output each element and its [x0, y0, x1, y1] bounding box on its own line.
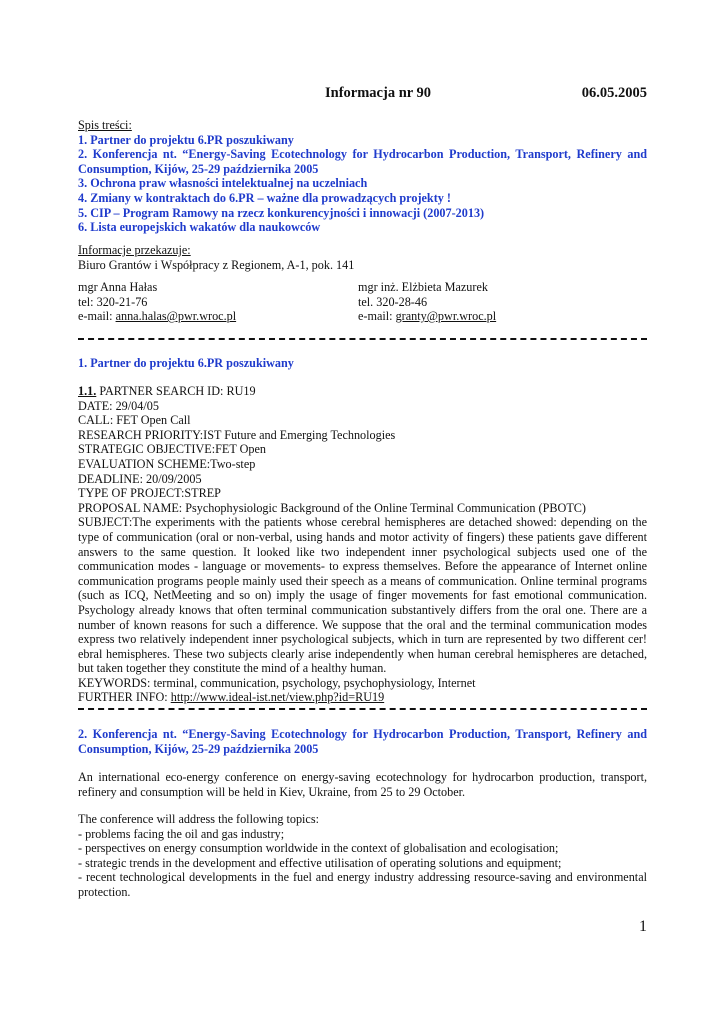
- toc-item-4[interactable]: 4. Zmiany w kontraktach do 6.PR – ważne dla prowadzących projekty !: [78, 190, 451, 205]
- topics-intro: The conference will address the following topics:: [78, 812, 319, 826]
- objective-line: STRATEGIC OBJECTIVE:FET Open: [78, 442, 267, 457]
- partner-search-line: 1.1. PARTNER SEARCH ID: RU19: [78, 384, 256, 398]
- toc-item-5[interactable]: 5. CIP – Program Ramowy na rzecz konkurencyjności i innowacji (2007-2013): [78, 205, 485, 220]
- info-heading: Informacje przekazuje:: [78, 243, 191, 257]
- contact-tel: tel: 320-21-76: [78, 294, 148, 309]
- page-number: 1: [639, 918, 647, 935]
- email-link[interactable]: granty@pwr.wroc.pl: [395, 309, 497, 324]
- call-line: CALL: FET Open Call: [78, 413, 191, 428]
- document-date: 06.05.2005: [581, 85, 647, 101]
- info-office: Biuro Grantów i Współpracy z Regionem, A-1, pok. 141: [78, 257, 355, 272]
- evaluation-line: EVALUATION SCHEME:Two-step: [78, 456, 256, 471]
- section2-intro: An international eco-energy conference on energy-saving ecotechnology for hydrocarbon production, transport, refinery and consumption will be held in Kiev, Ukraine, from 25 to 29 October.: [78, 770, 647, 799]
- deadline-line: DEADLINE: 20/09/2005: [78, 471, 202, 486]
- info-section: [78, 243, 647, 272]
- section-divider: [78, 708, 647, 710]
- priority-line: RESEARCH PRIORITY:IST Future and Emerging Technologies: [78, 427, 396, 442]
- section2-heading: 2. Konferencja nt. “Energy-Saving Ecotechnology for Hydrocarbon Production, Transport, Refinery and Consumption, Kijów, 25-29 października 2005: [78, 727, 647, 756]
- toc-item-3[interactable]: 3. Ochrona praw własności intelektualnej na uczelniach: [78, 176, 368, 191]
- toc-heading: Spis treści:: [78, 118, 132, 132]
- further-info-line: FURTHER INFO: http://www.ideal-ist.net/view.php?id=RU19: [78, 690, 385, 705]
- email-link[interactable]: anna.halas@pwr.wroc.pl: [115, 309, 237, 324]
- document-title: Informacja nr 90: [325, 85, 432, 101]
- project-type-line: TYPE OF PROJECT:STREP: [78, 486, 221, 501]
- subsection-number: 1.1.: [78, 384, 97, 398]
- section2-topics: [78, 812, 647, 900]
- contact-1: [78, 280, 236, 324]
- contact-name: mgr Anna Hałas: [78, 280, 158, 294]
- topic-item: - strategic trends in the development and effective utilisation of operating solutions and equipment;: [78, 855, 562, 870]
- toc-item-2[interactable]: 2. Konferencja nt. “Energy-Saving Ecotechnology for Hydrocarbon Production, Transport, Refinery and Consumption, Kijów, 25-29 października 2005: [78, 147, 647, 176]
- table-of-contents: [78, 118, 647, 235]
- date-line: DATE: 29/04/05: [78, 398, 159, 413]
- keywords-line: KEYWORDS: terminal, communication, psychology, psychophysiology, Internet: [78, 675, 476, 690]
- contact-tel: tel. 320-28-46: [358, 294, 428, 309]
- contact-name: mgr inż. Elżbieta Mazurek: [358, 280, 488, 294]
- toc-item-6[interactable]: 6. Lista europejskich wakatów dla naukowców: [78, 220, 321, 235]
- topic-item: - recent technological developments in the fuel and energy industry addressing resource-saving and environmental protection.: [78, 870, 647, 899]
- section-divider: [78, 338, 647, 340]
- contact-2: [358, 280, 496, 324]
- section1-body: [78, 384, 647, 705]
- topic-item: - perspectives on energy consumption worldwide in the context of globalisation and ecologisation;: [78, 841, 559, 856]
- section1-heading: 1. Partner do projektu 6.PR poszukiwany: [78, 356, 294, 370]
- contact-email-line: e-mail: anna.halas@pwr.wroc.pl: [78, 309, 237, 324]
- subject-paragraph: SUBJECT:The experiments with the patients whose cerebral hemispheres are detached showed: depending on the type of communication (oral or non-verbal, using hands and motor activity of fingers) these patients gave different answers to the same question. It looked like two independent inner psychological subjects used one of the communication modes - language or movements- to express themselves. Before the appearance of Internet online communication programs people mainly used their speech as a means of communication. Online terminal programs (such as ICQ, NetMeeting and so on) imply the usage of finger movements for fast emotional communication. Psychology already knows that often terminal communication substantively differs from the oral one. There are a number of known reasons for such a difference. We suppose that the oral and the terminal communication modes express two relatively independent inner psychological subjects, which in turn are represented by two different cer! ebral hemispheres. These two subjects clearly arise independently when human cerebral hemispheres are detached, but taken together they constitute the mind of a healthy human.: [78, 515, 647, 676]
- further-info-link[interactable]: http://www.ideal-ist.net/view.php?id=RU19: [170, 690, 385, 705]
- proposal-name-line: PROPOSAL NAME: Psychophysiologic Background of the Online Terminal Communication (PBOTC): [78, 500, 586, 515]
- document-header: [78, 86, 647, 106]
- contact-email-line: e-mail: granty@pwr.wroc.pl: [358, 309, 497, 324]
- topic-item: - problems facing the oil and gas industry;: [78, 826, 285, 841]
- toc-item-1[interactable]: 1. Partner do projektu 6.PR poszukiwany: [78, 132, 294, 147]
